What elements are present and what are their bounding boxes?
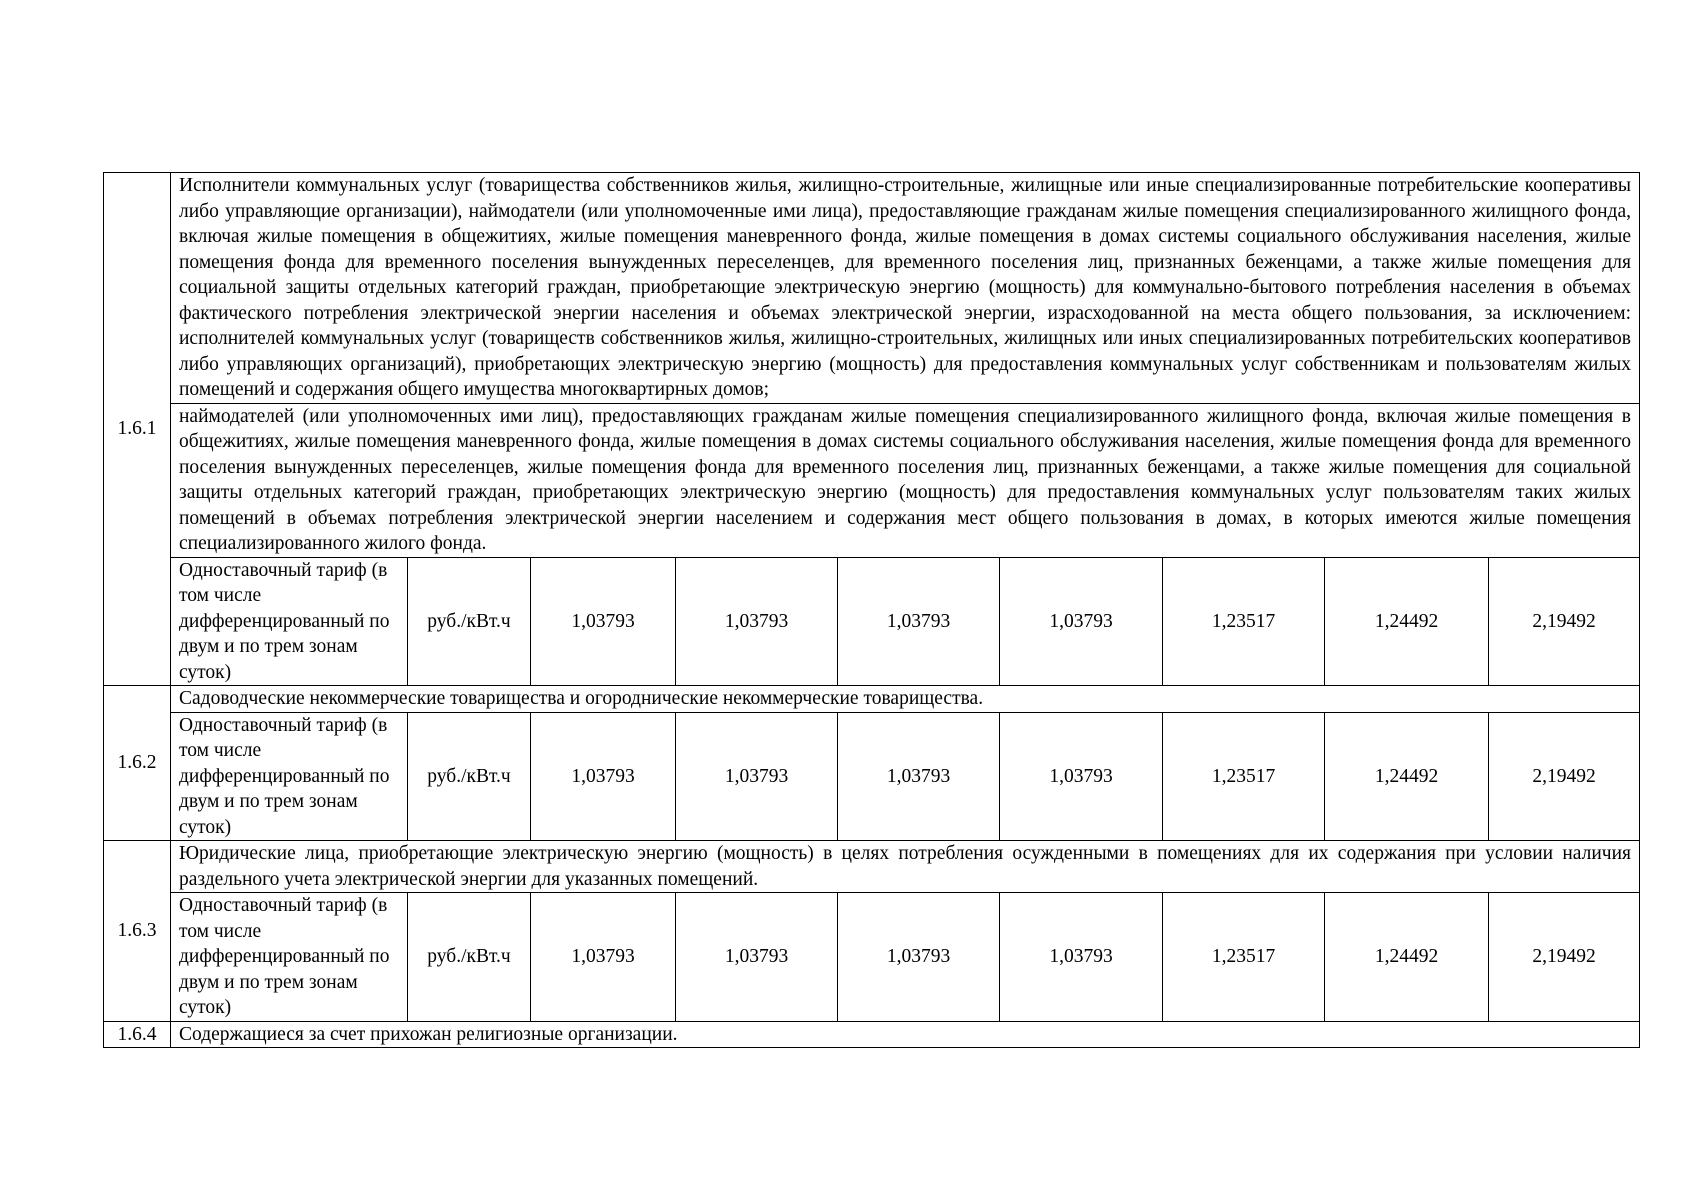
tariff-value: 1,03793 [676,712,838,841]
tariff-value: 1,03793 [531,557,676,686]
tariff-name: Одноставочный тариф (в том числе дифференцированный по двум и по трем зонам суток) [171,893,408,1022]
section-number: 1.6.2 [104,686,171,841]
tariff-value: 1,03793 [1000,712,1163,841]
tariff-value: 1,03793 [1000,557,1163,686]
tariff-value: 1,03793 [531,893,676,1022]
section-1-6-2-description-row [104,686,1640,713]
tariff-value: 2,19492 [1489,712,1640,841]
section-1-6-1-description-row-1 [104,173,1640,404]
tariff-unit: руб./кВт.ч [408,893,531,1022]
tariff-value: 1,23517 [1163,557,1325,686]
tariff-row [104,712,1640,841]
tariff-value: 1,24492 [1325,893,1489,1022]
tariff-value: 1,23517 [1163,893,1325,1022]
tariff-value: 1,03793 [838,557,1000,686]
tariff-value: 2,19492 [1489,557,1640,686]
tariff-unit: руб./кВт.ч [408,557,531,686]
section-number: 1.6.3 [104,841,171,1022]
tariff-value: 1,24492 [1325,712,1489,841]
section-1-6-1-description-row-2 [104,403,1640,557]
tariff-value: 1,23517 [1163,712,1325,841]
tariff-value: 1,03793 [838,893,1000,1022]
section-description: Садоводческие некоммерческие товарищества и огороднические некоммерческие товарищества. [171,686,1640,713]
tariff-value: 1,03793 [838,712,1000,841]
section-1-6-3-description-row [104,841,1640,893]
tariff-value: 1,03793 [676,893,838,1022]
tariff-value: 1,03793 [1000,893,1163,1022]
section-number: 1.6.4 [104,1021,171,1048]
tariff-value: 2,19492 [1489,893,1640,1022]
tariff-value: 1,03793 [676,557,838,686]
tariff-row [104,893,1640,1022]
section-number: 1.6.1 [104,173,171,686]
tariff-value: 1,03793 [531,712,676,841]
section-description: Юридические лица, приобретающие электрическую энергию (мощность) в целях потребления осужденными в помещениях для их содержания при условии наличия раздельного учета электрической энергии для указанных помещений. [171,841,1640,893]
tariff-name: Одноставочный тариф (в том числе дифференцированный по двум и по трем зонам суток) [171,712,408,841]
section-description: Исполнители коммунальных услуг (товарищества собственников жилья, жилищно-строительные, жилищные или иные специализированные потребительские кооперативы либо управляющие организации), наймодатели (или уполномоченные ими лица), предоставляющие гражданам жилые помещения специализированного жилищного фонда, включая жилые помещения в общежитиях, жилые помещения маневренного фонда, жилые помещения в домах системы социального обслуживания населения, жилые помещения фонда для временного поселения вынужденных переселенцев, для временного поселения лиц, признанных беженцами, а также жилые помещения для социальной защиты отдельных категорий граждан, приобретающие электрическую энергию (мощность) для коммунально-бытового потребления населения в объемах фактического потребления электрической энергии населения и объемах электрической энергии, израсходованной на места общего пользования, за исключением: исполнителей коммунальных услуг (товариществ собственников жилья, жилищно-строительных, жилищных или иных специализированных потребительских кооперативов либо управляющих организаций), приобретающих электрическую энергию (мощность) для предоставления коммунальных услуг собственникам и пользователям жилых помещений и содержания общего имущества многоквартирных домов; [171,173,1640,404]
tariff-unit: руб./кВт.ч [408,712,531,841]
tariff-table [103,172,1640,1048]
tariff-name: Одноставочный тариф (в том числе дифференцированный по двум и по трем зонам суток) [171,557,408,686]
section-description: наймодателей (или уполномоченных ими лиц), предоставляющих гражданам жилые помещения специализированного жилищного фонда, включая жилые помещения в общежитиях, жилые помещения маневренного фонда, жилые помещения в домах системы социального обслуживания населения, жилые помещения фонда для временного поселения вынужденных переселенцев, жилые помещения фонда для временного поселения лиц, признанных беженцами, а также жилые помещения для социальной защиты отдельных категорий граждан, приобретающих электрическую энергию (мощность) для предоставления коммунальных услуг пользователям таких жилых помещений в объемах потребления электрической энергии населением и содержания мест общего пользования в домах, в которых имеются жилые помещения специализированного жилого фонда. [171,403,1640,557]
section-description: Содержащиеся за счет прихожан религиозные организации. [171,1021,1640,1048]
section-1-6-4-description-row [104,1021,1640,1048]
tariff-value: 1,24492 [1325,557,1489,686]
tariff-row [104,557,1640,686]
